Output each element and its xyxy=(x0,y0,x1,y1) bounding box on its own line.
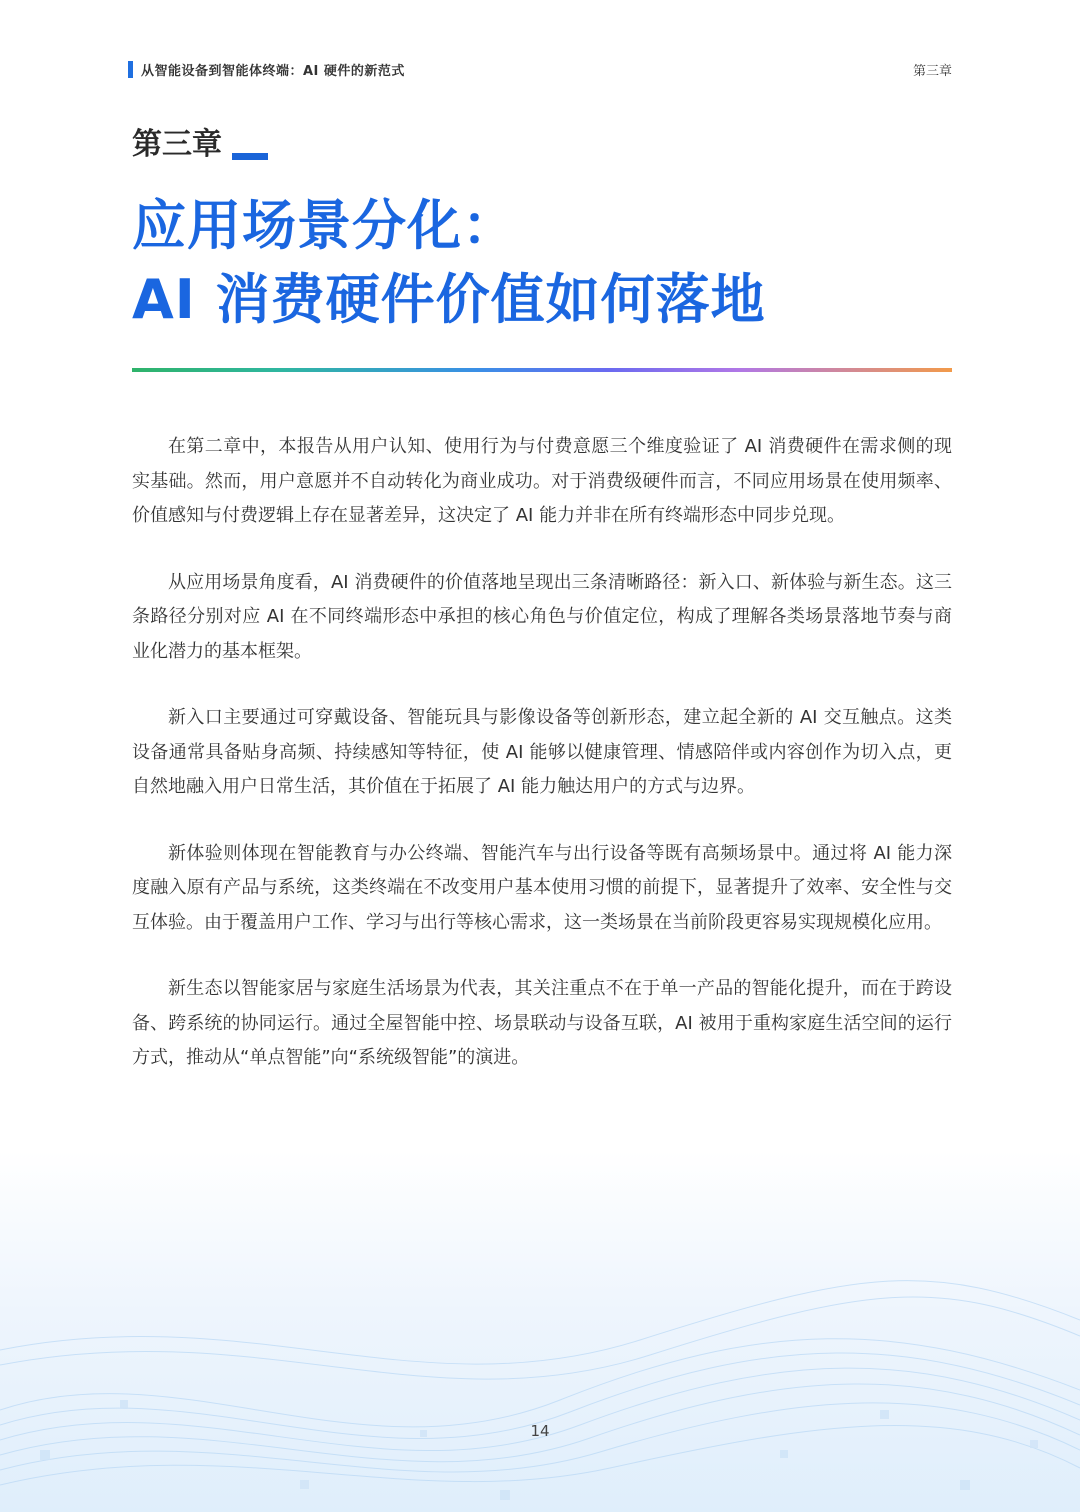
paragraph: 从应用场景角度看，AI 消费硬件的价值落地呈现出三条清晰路径：新入口、新体验与新生态。这三条路径分别对应 AI 在不同终端形态中承担的核心角色与价值定位，构成了理解各类场景落地节奏与商业化潜力的基本框架。 xyxy=(132,571,952,662)
chapter-label-text: 第三章 xyxy=(132,127,222,162)
page-number: 14 xyxy=(530,1422,550,1440)
chapter-headline xyxy=(132,190,766,336)
header-accent-mark xyxy=(128,61,133,78)
body-text xyxy=(132,430,952,1108)
paragraph: 在第二章中，本报告从用户认知、使用行为与付费意愿三个维度验证了 AI 消费硬件在需求侧的现实基础。然而，用户意愿并不自动转化为商业成功。对于消费级硬件而言，不同应用场景在使用频率、价值感知与付费逻辑上存在显著差异，这决定了 AI 能力并非在所有终端形态中同步兑现。 xyxy=(132,436,952,526)
chapter-label xyxy=(132,126,268,164)
gradient-divider xyxy=(132,368,952,372)
running-chapter: 第三章 xyxy=(912,63,952,79)
running-header xyxy=(128,58,952,80)
headline-line-1: 应用场景分化： xyxy=(132,194,517,257)
running-header-left xyxy=(128,60,405,79)
paragraph: 新入口主要通过可穿戴设备、智能玩具与影像设备等创新形态，建立起全新的 AI 交互触点。这类设备通常具备贴身高频、持续感知等特征，使 AI 能够以健康管理、情感陪伴或内容创作为切入点，更自然地融入用户日常生活，其价值在于拓展了 AI 能力触达用户的方式与边界。 xyxy=(132,707,952,797)
paragraph: 新体验则体现在智能教育与办公终端、智能汽车与出行设备等既有高频场景中。通过将 AI 能力深度融入原有产品与系统，这类终端在不改变用户基本使用习惯的前提下，显著提升了效率、安全性与交互体验。由于覆盖用户工作、学习与出行等核心需求，这一类场景在当前阶段更容易实现规模化应用。 xyxy=(132,842,952,933)
background-wave-decoration xyxy=(0,1150,1080,1512)
headline-line-2: AI 消费硬件价值如何落地 xyxy=(132,268,766,331)
paragraph: 新生态以智能家居与家庭生活场景为代表，其关注重点不在于单一产品的智能化提升，而在于跨设备、跨系统的协同运行。通过全屋智能中控、场景联动与设备互联，AI 被用于重构家庭生活空间的运行方式，推动从“单点智能”向“系统级智能”的演进。 xyxy=(132,978,952,1068)
chapter-accent-bar xyxy=(232,153,268,160)
running-title: 从智能设备到智能体终端：AI 硬件的新范式 xyxy=(141,63,405,79)
